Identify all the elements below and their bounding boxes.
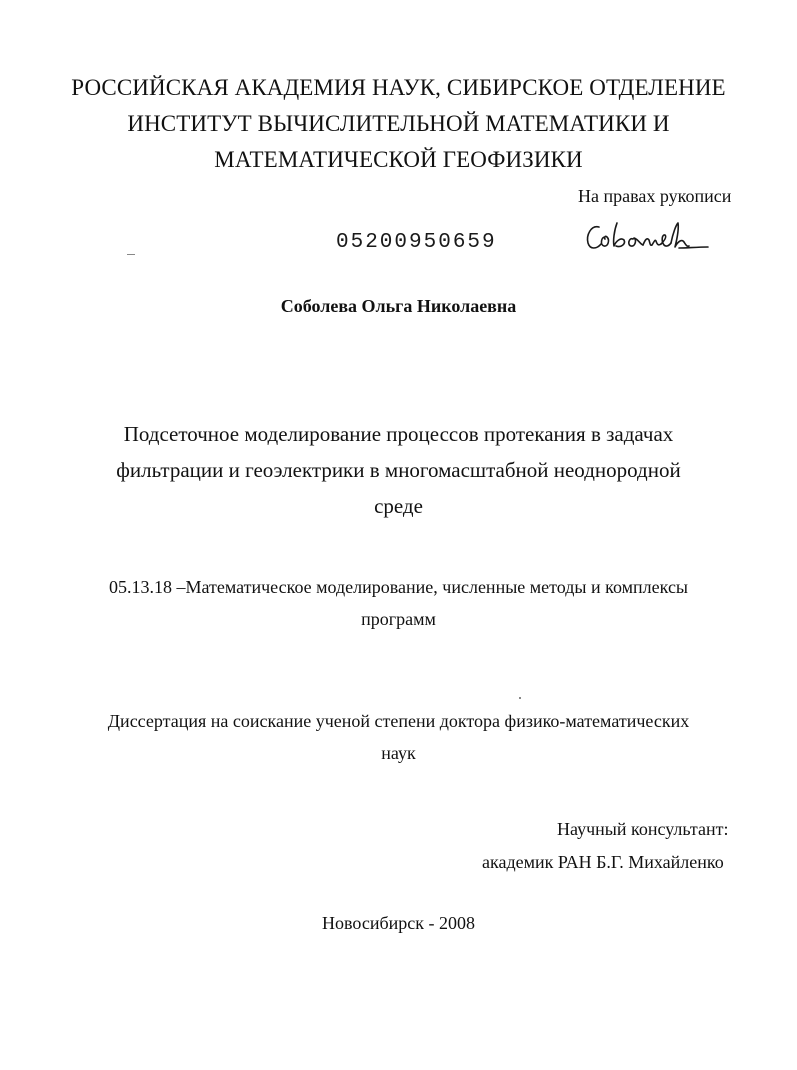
specialty-line-2: программ (361, 609, 436, 629)
advisor-label: Научный консультант: (557, 819, 729, 839)
title-line-3: среде (374, 494, 423, 518)
scan-speck (519, 697, 521, 699)
specialty-line-1: 05.13.18 –Математическое моделирование, численные методы и комплексы (108, 577, 689, 597)
manuscript-note: На правах рукописи (578, 186, 732, 206)
header-line-2: ИНСТИТУТ ВЫЧИСЛИТЕЛЬНОЙ МАТЕМАТИКИ И (127, 111, 670, 136)
place-year: Новосибирск - 2008 (322, 913, 475, 933)
scan-speck (127, 254, 135, 255)
title-line-2: фильтрации и геоэлектрики в многомасштабной неоднородной (116, 458, 681, 482)
degree-line-2: наук (381, 743, 416, 763)
title-line-1: Подсеточное моделирование процессов протекания в задачах (123, 422, 674, 446)
advisor-name: академик РАН Б.Г. Михайленко (482, 852, 724, 872)
author-name: Соболева Ольга Николаевна (280, 296, 517, 316)
signature-icon (583, 213, 713, 259)
header-line-1: РОССИЙСКАЯ АКАДЕМИЯ НАУК, СИБИРСКОЕ ОТДЕЛЕНИЕ (71, 75, 726, 100)
degree-line-1: Диссертация на соискание ученой степени доктора физико-математических (107, 711, 690, 731)
header-line-3: МАТЕМАТИЧЕСКОЙ ГЕОФИЗИКИ (214, 147, 583, 172)
catalog-code: 05200950659 (336, 231, 497, 254)
